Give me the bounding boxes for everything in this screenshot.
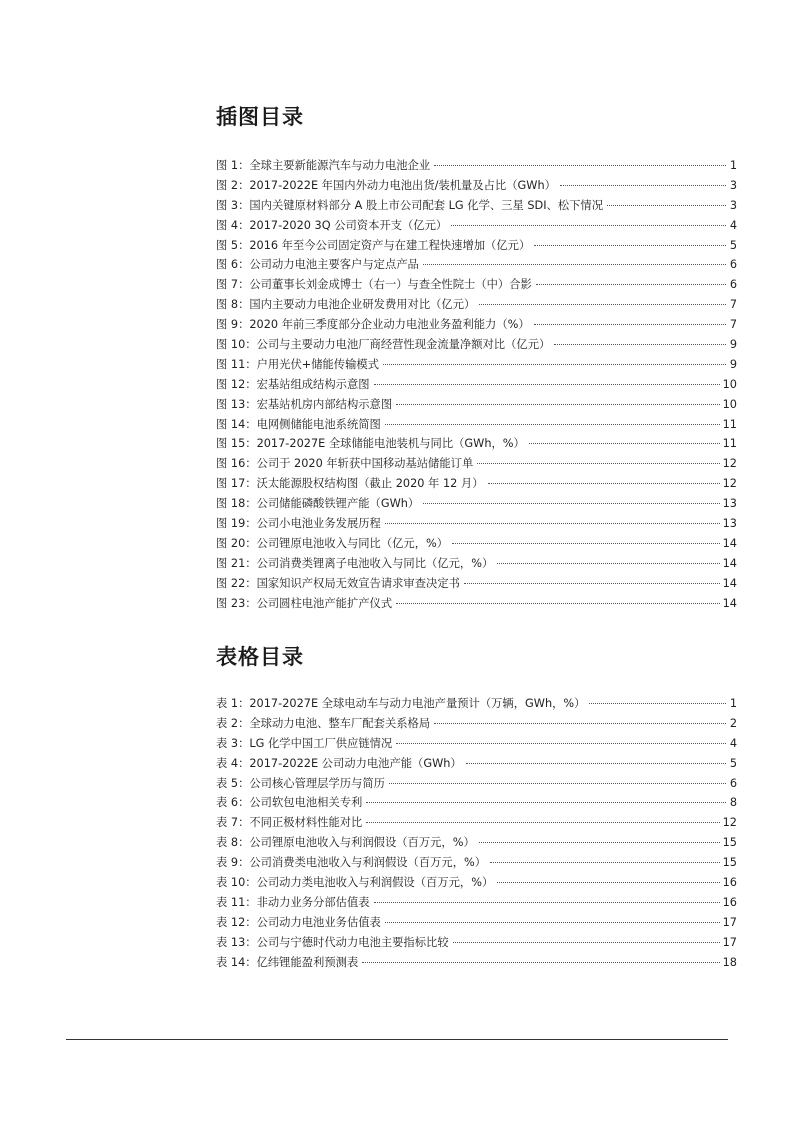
toc-entry-title: 沃太能源股权结构图（截止 2020 年 12 月） — [256, 477, 484, 491]
dot-leader — [529, 443, 720, 444]
toc-entry[interactable] — [216, 196, 737, 216]
toc-entry-page-number: 14 — [722, 536, 737, 550]
dot-leader — [385, 424, 720, 425]
toc-entry-page-number: 6 — [729, 258, 737, 272]
toc-entry-label: 图 1： — [216, 159, 250, 172]
dot-leader — [362, 962, 719, 963]
toc-entry-label: 图 15： — [216, 437, 257, 451]
toc-entry-label: 图 20： — [216, 536, 257, 550]
dot-leader — [534, 245, 726, 246]
dot-leader — [374, 902, 720, 903]
dot-leader — [490, 862, 720, 863]
toc-entry[interactable] — [216, 355, 737, 375]
tables-toc-title: 表格目录 — [216, 645, 304, 669]
dot-leader — [497, 882, 719, 883]
dot-leader — [560, 185, 726, 186]
dot-leader — [554, 344, 726, 345]
toc-entry[interactable] — [216, 813, 737, 833]
toc-entry-title: 公司消费类电池收入与利润假设（百万元，%） — [249, 856, 487, 870]
toc-entry-title: 公司动力类电池收入与利润假设（百万元，%） — [256, 876, 494, 890]
toc-entry[interactable] — [216, 933, 737, 953]
toc-entry[interactable] — [216, 754, 737, 774]
toc-entry-page-number: 3 — [729, 198, 737, 212]
toc-entry[interactable] — [216, 375, 737, 395]
dot-leader — [385, 922, 720, 923]
dot-leader — [383, 364, 726, 365]
toc-entry-label: 图 5： — [216, 238, 250, 252]
toc-entry-title: 公司董事长刘金成博士（右一）与查全性院士（中）合影 — [249, 278, 532, 292]
dot-leader — [477, 463, 719, 464]
toc-entry-label: 表 2： — [216, 716, 250, 730]
toc-entry-page-number: 15 — [722, 856, 737, 870]
toc-entry-title: 2016 年至今公司固定资产与在建工程快速增加（亿元） — [249, 238, 531, 252]
toc-entry-page-number: 2 — [729, 716, 737, 730]
toc-entry[interactable] — [216, 216, 737, 236]
toc-entry-label: 图 13： — [216, 397, 257, 411]
toc-entry-title: 公司与主要动力电池厂商经营性现金流量净额对比（亿元） — [256, 338, 551, 352]
toc-entry-page-number: 11 — [722, 437, 737, 451]
toc-entry-label: 图 22： — [216, 576, 257, 590]
toc-entry-page-number: 14 — [722, 596, 737, 610]
dot-leader — [396, 404, 719, 405]
toc-entry-page-number: 9 — [729, 357, 737, 371]
toc-entry[interactable] — [216, 774, 737, 794]
toc-entry-page-number: 14 — [722, 576, 737, 590]
toc-entry-title: 公司锂原电池收入与同比（亿元，%） — [256, 536, 449, 550]
toc-entry-label: 图 7： — [216, 278, 250, 292]
dot-leader — [452, 543, 720, 544]
toc-entry-label: 图 9： — [216, 318, 250, 332]
toc-entry-title: 宏基站组成结构示意图 — [256, 377, 370, 391]
toc-entry-page-number: 13 — [722, 497, 737, 511]
toc-entry-title: 公司储能磷酸铁锂产能（GWh） — [256, 497, 420, 511]
figures-toc-title: 插图目录 — [216, 105, 304, 129]
toc-entry-title: 公司与宁德时代动力电池主要指标比较 — [256, 935, 449, 949]
toc-entry-label: 表 1： — [216, 697, 250, 710]
toc-entry[interactable] — [216, 156, 737, 176]
toc-entry-label: 图 21： — [216, 556, 257, 570]
toc-entry[interactable] — [216, 176, 737, 196]
toc-entry-label: 表 10： — [216, 876, 257, 890]
toc-entry-page-number: 16 — [722, 876, 737, 890]
dot-leader — [434, 165, 726, 166]
toc-entry[interactable] — [216, 853, 737, 873]
toc-entry-title: 公司核心管理层学历与简历 — [249, 776, 385, 790]
toc-entry-label: 表 13： — [216, 935, 257, 949]
dot-leader — [488, 483, 720, 484]
toc-entry-page-number: 13 — [722, 517, 737, 531]
dot-leader — [423, 264, 726, 265]
toc-entry-page-number: 12 — [722, 816, 737, 830]
toc-entry-page-number: 7 — [729, 298, 737, 312]
dot-leader — [479, 304, 726, 305]
figures-toc-list — [216, 156, 737, 613]
toc-entry-page-number: 18 — [722, 955, 737, 969]
dot-leader — [396, 743, 726, 744]
toc-entry[interactable] — [216, 793, 737, 813]
toc-entry-label: 表 5： — [216, 776, 250, 790]
toc-entry-label: 表 12： — [216, 915, 257, 929]
toc-entry-page-number: 6 — [729, 278, 737, 292]
toc-entry[interactable] — [216, 275, 737, 295]
toc-entry-page-number: 4 — [729, 736, 737, 750]
toc-entry-page-number: 17 — [722, 935, 737, 949]
toc-entry[interactable] — [216, 415, 737, 435]
toc-entry-label: 图 10： — [216, 338, 257, 352]
toc-entry-title: 不同正极材料性能对比 — [249, 816, 363, 830]
toc-entry-label: 图 12： — [216, 377, 257, 391]
toc-entry-page-number: 7 — [729, 318, 737, 332]
toc-entry-title: 公司动力电池业务估值表 — [256, 915, 381, 929]
toc-entry[interactable] — [216, 913, 737, 933]
dot-leader — [396, 603, 719, 604]
toc-entry-title: 全球动力电池、整车厂配套关系格局 — [249, 716, 431, 730]
toc-entry-title: 2017-2020 3Q 公司资本开支（亿元） — [249, 218, 448, 232]
toc-entry[interactable] — [216, 434, 737, 454]
toc-entry[interactable] — [216, 893, 737, 913]
toc-entry[interactable] — [216, 335, 737, 355]
toc-entry-page-number: 9 — [729, 338, 737, 352]
toc-entry[interactable] — [216, 255, 737, 275]
toc-entry-label: 表 14： — [216, 955, 257, 969]
toc-entry-title: LG 化学中国工厂供应链情况 — [249, 736, 393, 750]
toc-entry-label: 表 11： — [216, 895, 257, 909]
toc-entry[interactable] — [216, 534, 737, 554]
toc-entry-title: 2017-2022E 年国内外动力电池出货/装机量及占比（GWh） — [249, 178, 556, 192]
toc-entry[interactable] — [216, 873, 737, 893]
toc-entry[interactable] — [216, 494, 737, 514]
toc-entry[interactable] — [216, 694, 737, 714]
dot-leader — [451, 225, 726, 226]
toc-entry-page-number: 6 — [729, 776, 737, 790]
toc-entry-label: 表 7： — [216, 816, 250, 830]
toc-entry[interactable] — [216, 574, 737, 594]
toc-entry-label: 表 4： — [216, 756, 250, 770]
toc-entry-title: 户用光伏+储能传输模式 — [256, 357, 379, 371]
toc-entry-page-number: 10 — [722, 397, 737, 411]
toc-entry-title: 公司于 2020 年斩获中国移动基站储能订单 — [256, 457, 474, 471]
toc-entry-label: 表 6： — [216, 796, 250, 810]
toc-entry-label: 图 11： — [216, 357, 257, 371]
toc-entry-page-number: 12 — [722, 457, 737, 471]
toc-entry-page-number: 5 — [729, 756, 737, 770]
dot-leader — [479, 842, 720, 843]
toc-entry-label: 表 9： — [216, 856, 250, 870]
toc-entry-label: 图 2： — [216, 178, 250, 192]
toc-entry-label: 图 19： — [216, 517, 257, 531]
toc-entry-label: 图 6： — [216, 258, 250, 272]
toc-entry-page-number: 5 — [729, 238, 737, 252]
toc-entry-title: 国内主要动力电池企业研发费用对比（亿元） — [249, 298, 476, 312]
dot-leader — [434, 723, 726, 724]
toc-entry[interactable] — [216, 474, 737, 494]
toc-entry-label: 图 17： — [216, 477, 257, 491]
toc-entry-title: 公司消费类锂离子电池收入与同比（亿元，%） — [256, 556, 494, 570]
toc-entry-page-number: 10 — [722, 377, 737, 391]
dot-leader — [497, 563, 719, 564]
toc-entry-title: 公司圆柱电池产能扩产仪式 — [256, 596, 393, 610]
toc-entry-page-number: 16 — [722, 895, 737, 909]
dot-leader — [464, 583, 720, 584]
dot-leader — [536, 284, 726, 285]
dot-leader — [534, 324, 726, 325]
toc-entry-label: 表 3： — [216, 736, 250, 750]
dot-leader — [374, 384, 720, 385]
toc-entry-label: 图 8： — [216, 298, 250, 312]
dot-leader — [607, 205, 726, 206]
toc-entry[interactable] — [216, 554, 737, 574]
toc-entry-label: 图 18： — [216, 497, 257, 511]
toc-entry-label: 图 3： — [216, 198, 250, 212]
toc-entry-page-number: 14 — [722, 556, 737, 570]
dot-leader — [453, 942, 720, 943]
toc-entry-title: 公司软包电池相关专利 — [249, 796, 363, 810]
dot-leader — [385, 523, 720, 524]
toc-entry-title: 国家知识产权局无效宣告请求审查决定书 — [256, 576, 460, 590]
toc-entry[interactable] — [216, 594, 737, 614]
dot-leader — [389, 783, 726, 784]
toc-entry-label: 图 16： — [216, 457, 257, 471]
toc-entry-title: 亿纬锂能盈利预测表 — [256, 955, 359, 969]
dot-leader — [366, 822, 719, 823]
dot-leader — [589, 703, 726, 704]
toc-entry[interactable] — [216, 454, 737, 474]
toc-entry-title: 宏基站机房内部结构示意图 — [256, 397, 393, 411]
toc-entry-label: 表 8： — [216, 836, 250, 850]
toc-entry-title: 2020 年前三季度部分企业动力电池业务盈利能力（%） — [249, 318, 530, 332]
toc-entry-title: 2017-2027E 全球电动车与动力电池产量预计（万辆，GWh，%） — [249, 697, 586, 710]
toc-entry[interactable] — [216, 315, 737, 335]
toc-entry-label: 图 14： — [216, 417, 257, 431]
toc-entry-title: 非动力业务分部估值表 — [256, 895, 370, 909]
toc-entry-page-number: 15 — [722, 836, 737, 850]
toc-entry-page-number: 1 — [729, 697, 737, 710]
toc-entry[interactable] — [216, 953, 737, 973]
toc-entry-title: 公司锂原电池收入与利润假设（百万元，%） — [249, 836, 475, 850]
toc-entry-title: 2017-2027E 全球储能电池装机与同比（GWh，%） — [256, 437, 525, 451]
toc-entry-page-number: 3 — [729, 178, 737, 192]
toc-entry-label: 图 4： — [216, 218, 250, 232]
toc-entry[interactable] — [216, 236, 737, 256]
toc-entry[interactable] — [216, 833, 737, 853]
tables-toc-list — [216, 694, 737, 972]
toc-entry-page-number: 11 — [722, 417, 737, 431]
toc-entry-title: 2017-2022E 公司动力电池产能（GWh） — [249, 756, 462, 770]
toc-entry-title: 全球主要新能源汽车与动力电池企业 — [249, 159, 431, 172]
toc-entry[interactable] — [216, 734, 737, 754]
dot-leader — [466, 763, 726, 764]
toc-entry[interactable] — [216, 714, 737, 734]
toc-entry[interactable] — [216, 514, 737, 534]
toc-entry-title: 公司动力电池主要客户与定点产品 — [249, 258, 419, 272]
toc-entry-page-number: 12 — [722, 477, 737, 491]
toc-entry-title: 国内关键原材料部分 A 股上市公司配套 LG 化学、三星 SDI、松下情况 — [249, 198, 604, 212]
footer-divider — [66, 1039, 728, 1040]
dot-leader — [366, 802, 726, 803]
toc-entry-page-number: 17 — [722, 915, 737, 929]
toc-entry[interactable] — [216, 295, 737, 315]
toc-entry-title: 公司小电池业务发展历程 — [256, 517, 381, 531]
toc-entry-label: 图 23： — [216, 596, 257, 610]
toc-entry-page-number: 1 — [729, 159, 737, 172]
toc-entry-page-number: 4 — [729, 218, 737, 232]
toc-entry-page-number: 8 — [729, 796, 737, 810]
toc-entry-title: 电网侧储能电池系统简图 — [256, 417, 381, 431]
toc-entry[interactable] — [216, 395, 737, 415]
dot-leader — [423, 503, 719, 504]
